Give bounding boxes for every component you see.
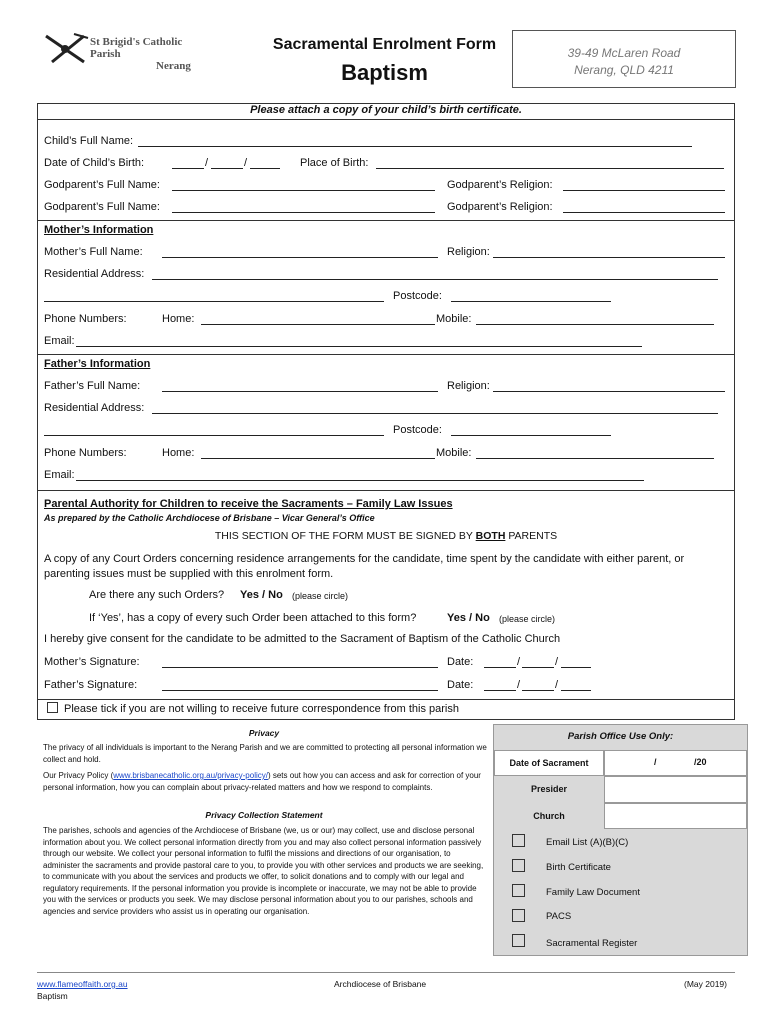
address-line-1: 39-49 McLaren Road: [567, 46, 681, 60]
privacy-p2-text: Our Privacy Policy (: [43, 771, 114, 780]
divider: [37, 354, 735, 355]
father-address-field-2[interactable]: [44, 435, 384, 436]
place-of-birth-label: Place of Birth:: [300, 157, 369, 169]
orders-yes-no[interactable]: Yes / No: [240, 589, 283, 601]
date-slash: /: [555, 679, 559, 691]
pacs-label: PACS: [546, 911, 572, 922]
mother-home-label: Home:: [162, 313, 195, 325]
presider-label: Presider: [530, 784, 568, 794]
crossed-swords-icon: [44, 32, 90, 68]
footer-website-link[interactable]: www.flameoffaith.org.au: [37, 979, 128, 989]
father-home-label: Home:: [162, 447, 195, 459]
logo-line-1: St Brigid's Catholic Parish: [90, 36, 183, 60]
mother-phone-label: Phone Numbers:: [44, 313, 127, 325]
father-phone-label: Phone Numbers:: [44, 447, 127, 459]
church-label: Church: [533, 811, 565, 821]
address-line-2: Nerang, QLD 4211: [574, 63, 674, 77]
father-address-label: Residential Address:: [44, 402, 145, 414]
godparent-1-religion-label: Godparent’s Religion:: [447, 179, 553, 191]
sacramental-register-label: Sacramental Register: [546, 938, 638, 949]
dob-slash-2: /: [244, 157, 248, 169]
attach-note: Please attach a copy of your child’s birth certificate.: [37, 104, 735, 120]
mother-sign-date-label: Date:: [447, 656, 474, 668]
father-mobile-field[interactable]: [476, 458, 714, 459]
father-name-field[interactable]: [162, 391, 438, 392]
footer-date: (May 2019): [684, 979, 727, 989]
mother-name-field[interactable]: [162, 257, 438, 258]
father-home-phone-field[interactable]: [201, 458, 435, 459]
presider-field[interactable]: [604, 776, 747, 803]
must-sign-text: THIS SECTION OF THE FORM MUST BE SIGNED BY: [214, 530, 476, 542]
privacy-p2-text-end: ) sets out how you can access and ask for correction of your personal information, how you can complain about privacy-related matters and how we respond to complaints.: [43, 771, 481, 792]
date-slash: /: [555, 656, 559, 668]
child-name-label: Child’s Full Name:: [44, 135, 134, 147]
parish-address: [512, 30, 736, 88]
godparent-1-religion-field[interactable]: [563, 190, 725, 191]
father-sign-month[interactable]: [522, 690, 554, 691]
father-religion-label: Religion:: [447, 380, 490, 392]
privacy-paragraph-2: [43, 770, 489, 793]
mother-sign-day[interactable]: [484, 667, 516, 668]
privacy-section: [37, 726, 491, 956]
logo-line-2: Nerang: [156, 60, 191, 72]
mother-address-field-2[interactable]: [44, 301, 384, 302]
consent-text: I hereby give consent for the candidate to be admitted to the Sacrament of Baptism of the Catholic Church: [44, 633, 561, 645]
mother-religion-field[interactable]: [493, 257, 725, 258]
dob-day-field[interactable]: [172, 168, 204, 169]
date-of-sacrament-label: Date of Sacrament: [509, 758, 589, 768]
mother-sign-year[interactable]: [561, 667, 591, 668]
mother-home-phone-field[interactable]: [201, 324, 435, 325]
attached-yes-no[interactable]: Yes / No: [447, 612, 490, 624]
privacy-policy-link[interactable]: www.brisbanecatholic.org.au/privacy-policy/: [113, 771, 268, 780]
privacy-collection-paragraph: The parishes, schools and agencies of the Archdiocese of Brisbane (we, us or our) may collect, use and disclose personal information about you. We collect personal information directly from you and may also collect personal information passively through our website. We collect your personal information to fulfil the missions and directions of our organisation, to administer the sacraments and provide pastoral care to you, to provide you with other services and products we are seeking, to communicate with you about the services and products we offer, to solicit donations and to comply with our legal and regulatory requirements. If the personal information you provide is incomplete or inaccurate, we may not be able to provide you with the services or products you seek. We may disclose personal information about you to our parishes, schools and agencies and service providers who assist us in operating our organisation.: [43, 826, 484, 916]
birth-certificate-label: Birth Certificate: [546, 862, 611, 873]
godparent-2-name-field[interactable]: [172, 212, 435, 213]
father-postcode-field[interactable]: [451, 435, 611, 436]
form-title: Sacramental Enrolment Form: [272, 36, 497, 53]
father-sign-date-label: Date:: [447, 679, 474, 691]
father-email-field[interactable]: [76, 480, 644, 481]
court-orders-text: A copy of any Court Orders concerning residence arrangements for the candidate, time spent by the candidate with either parent, or parenting issues must be supplied with this enrolment form.: [44, 553, 685, 580]
father-name-label: Father’s Full Name:: [44, 380, 141, 392]
mother-section-heading: Mother’s Information: [44, 224, 154, 236]
family-law-label: Family Law Document: [546, 887, 640, 898]
mother-email-field[interactable]: [76, 346, 642, 347]
footer-divider: [37, 972, 735, 973]
mother-signature-field[interactable]: [162, 667, 438, 668]
place-of-birth-field[interactable]: [376, 168, 724, 169]
mother-postcode-field[interactable]: [451, 301, 611, 302]
parental-authority-heading: Parental Authority for Children to receive the Sacraments – Family Law Issues: [44, 498, 453, 510]
godparent-2-religion-label: Godparent’s Religion:: [447, 201, 553, 213]
attached-please-circle: (please circle): [499, 614, 556, 624]
godparent-2-name-label: Godparent’s Full Name:: [44, 201, 160, 213]
father-signature-label: Father’s Signature:: [44, 679, 138, 691]
father-sign-year[interactable]: [561, 690, 591, 691]
mother-address-field-1[interactable]: [152, 279, 718, 280]
mother-email-label: Email:: [44, 335, 75, 347]
no-correspondence-label: Please tick if you are not willing to receive future correspondence from this parish: [64, 703, 459, 715]
church-field[interactable]: [604, 803, 747, 829]
father-religion-field[interactable]: [493, 391, 725, 392]
date-of-sacrament-field[interactable]: [604, 750, 747, 776]
email-list-label: Email List (A)(B)(C): [546, 837, 629, 848]
father-sign-day[interactable]: [484, 690, 516, 691]
birth-certificate-checkbox[interactable]: [512, 859, 525, 872]
footer-form-name: Baptism: [37, 991, 68, 1001]
mother-sign-month[interactable]: [522, 667, 554, 668]
email-list-checkbox[interactable]: [512, 834, 525, 847]
father-section-heading: Father’s Information: [44, 358, 151, 370]
father-postcode-label: Postcode:: [393, 424, 442, 436]
privacy-collection-heading: Privacy Collection Statement: [205, 810, 323, 820]
godparent-1-name-label: Godparent’s Full Name:: [44, 179, 160, 191]
mother-name-label: Mother’s Full Name:: [44, 246, 143, 258]
attached-question: If ‘Yes’, has a copy of every such Order been attached to this form?: [89, 612, 417, 624]
form-subtitle: Baptism: [341, 60, 428, 85]
mother-address-label: Residential Address:: [44, 268, 145, 280]
family-law-checkbox[interactable]: [512, 884, 525, 897]
father-mobile-label: Mobile:: [436, 447, 472, 459]
office-use-panel: [493, 724, 748, 956]
divider: [37, 220, 735, 221]
divider: [37, 490, 735, 491]
orders-please-circle: (please circle): [292, 591, 349, 601]
date-slash: /: [517, 679, 521, 691]
date-slash: /: [517, 656, 521, 668]
must-sign-notice: [37, 530, 735, 542]
mother-mobile-label: Mobile:: [436, 313, 472, 325]
dob-month-field[interactable]: [211, 168, 243, 169]
dob-slash-1: /: [205, 157, 209, 169]
child-name-field[interactable]: [138, 146, 692, 147]
must-sign-text-end: PARENTS: [505, 530, 558, 542]
office-use-heading: Parish Office Use Only:: [567, 731, 674, 742]
no-correspondence-checkbox[interactable]: [47, 702, 58, 713]
mother-postcode-label: Postcode:: [393, 290, 442, 302]
footer-org: Archdiocese of Brisbane: [334, 979, 427, 989]
date-of-sacrament-year: /20: [694, 757, 707, 767]
mother-religion-label: Religion:: [447, 246, 490, 258]
father-address-field-1[interactable]: [152, 413, 718, 414]
sacramental-register-checkbox[interactable]: [512, 934, 525, 947]
date-of-sacrament-slash: /: [654, 757, 657, 767]
privacy-paragraph-1: The privacy of all individuals is important to the Nerang Parish and we are committed to protecting all personal information we collect and hold.: [43, 743, 487, 764]
orders-question: Are there any such Orders?: [89, 589, 225, 601]
father-signature-field[interactable]: [162, 690, 438, 691]
dob-label: Date of Child’s Birth:: [44, 157, 145, 169]
pacs-checkbox[interactable]: [512, 909, 525, 922]
mother-mobile-field[interactable]: [476, 324, 714, 325]
godparent-1-name-field[interactable]: [172, 190, 435, 191]
godparent-2-religion-field[interactable]: [563, 212, 725, 213]
parental-authority-subheading: As prepared by the Catholic Archdiocese of Brisbane – Vicar General’s Office: [44, 513, 375, 523]
privacy-heading: Privacy: [248, 728, 280, 738]
must-sign-both: BOTH: [475, 530, 506, 542]
divider: [37, 699, 735, 700]
dob-year-field[interactable]: [250, 168, 280, 169]
father-email-label: Email:: [44, 469, 75, 481]
parish-logo: [44, 28, 214, 72]
mother-signature-label: Mother’s Signature:: [44, 656, 140, 668]
